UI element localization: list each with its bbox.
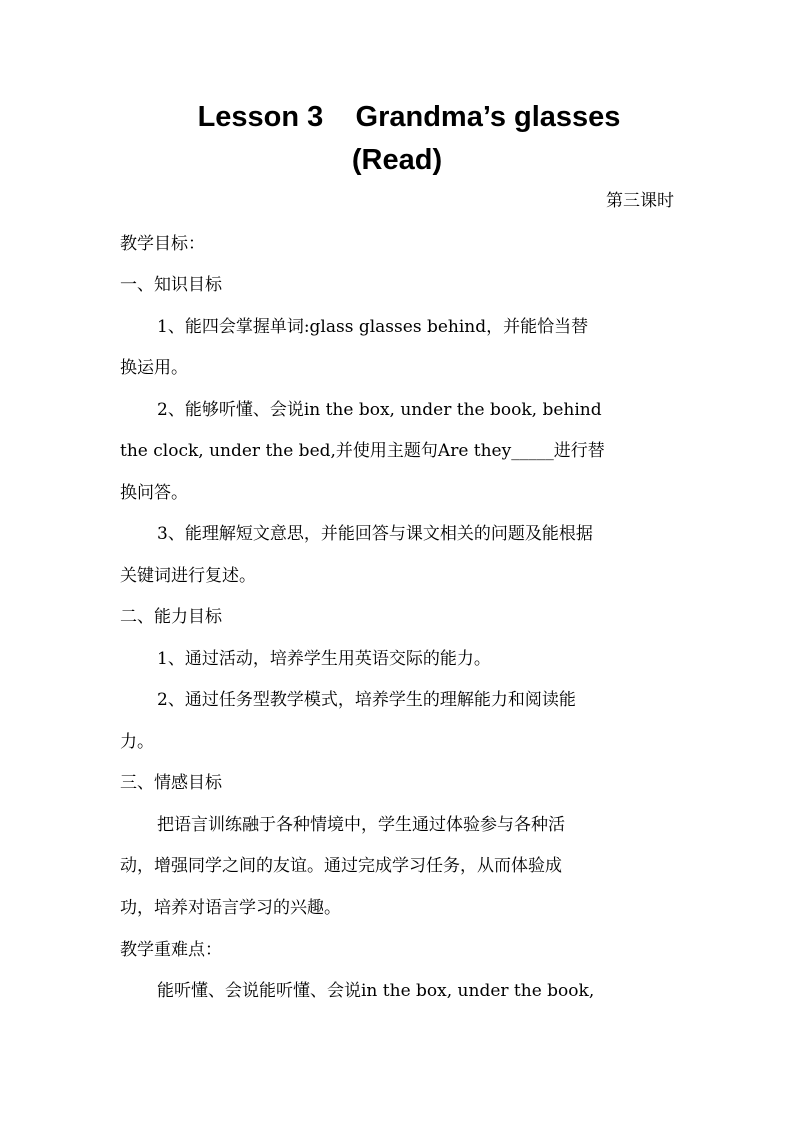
knowledge-item-3-line-1: 3、能理解短文意思，并能回答与课文相关的问题及能根据 [157, 524, 593, 544]
emotion-line-2: 动，增强同学之间的友谊。通过完成学习任务，从而体验成 [120, 856, 562, 876]
section-knowledge-heading: 一、知识目标 [120, 275, 222, 295]
key-points-line-1: 能听懂、会说能听懂、会说in the box, under the book, [157, 981, 595, 1001]
knowledge-item-1-line-1: 1、能四会掌握单词:glass glasses behind，并能恰当替 [157, 317, 589, 337]
ability-item-1: 1、通过活动，培养学生用英语交际的能力。 [157, 649, 491, 669]
lesson-title: Lesson 3 Grandma’s glasses [197, 101, 621, 133]
knowledge-item-2-line-1: 2、能够听懂、会说in the box, under the book, behind [157, 400, 602, 420]
knowledge-item-3-line-2: 关键词进行复述。 [120, 566, 256, 586]
lesson-subtitle: (Read) [351, 144, 443, 176]
knowledge-item-2-line-2: the clock, under the bed,并使用主题句Are they_____进行替 [120, 441, 605, 461]
lesson-period: 第三课时 [606, 191, 674, 211]
section-emotion-heading: 三、情感目标 [120, 773, 222, 793]
ability-item-2-line-1: 2、通过任务型教学模式，培养学生的理解能力和阅读能 [157, 690, 576, 710]
emotion-line-1: 把语言训练融于各种情境中，学生通过体验参与各种活 [157, 815, 565, 835]
knowledge-item-2-line-3: 换问答。 [120, 483, 188, 503]
section-ability-heading: 二、能力目标 [120, 607, 222, 627]
ability-item-2-line-2: 力。 [120, 732, 154, 752]
knowledge-item-1-line-2: 换运用。 [120, 358, 188, 378]
key-points-heading: 教学重难点： [120, 940, 222, 960]
teaching-objectives-heading: 教学目标： [120, 234, 205, 254]
emotion-line-3: 功，培养对语言学习的兴趣。 [120, 898, 341, 918]
